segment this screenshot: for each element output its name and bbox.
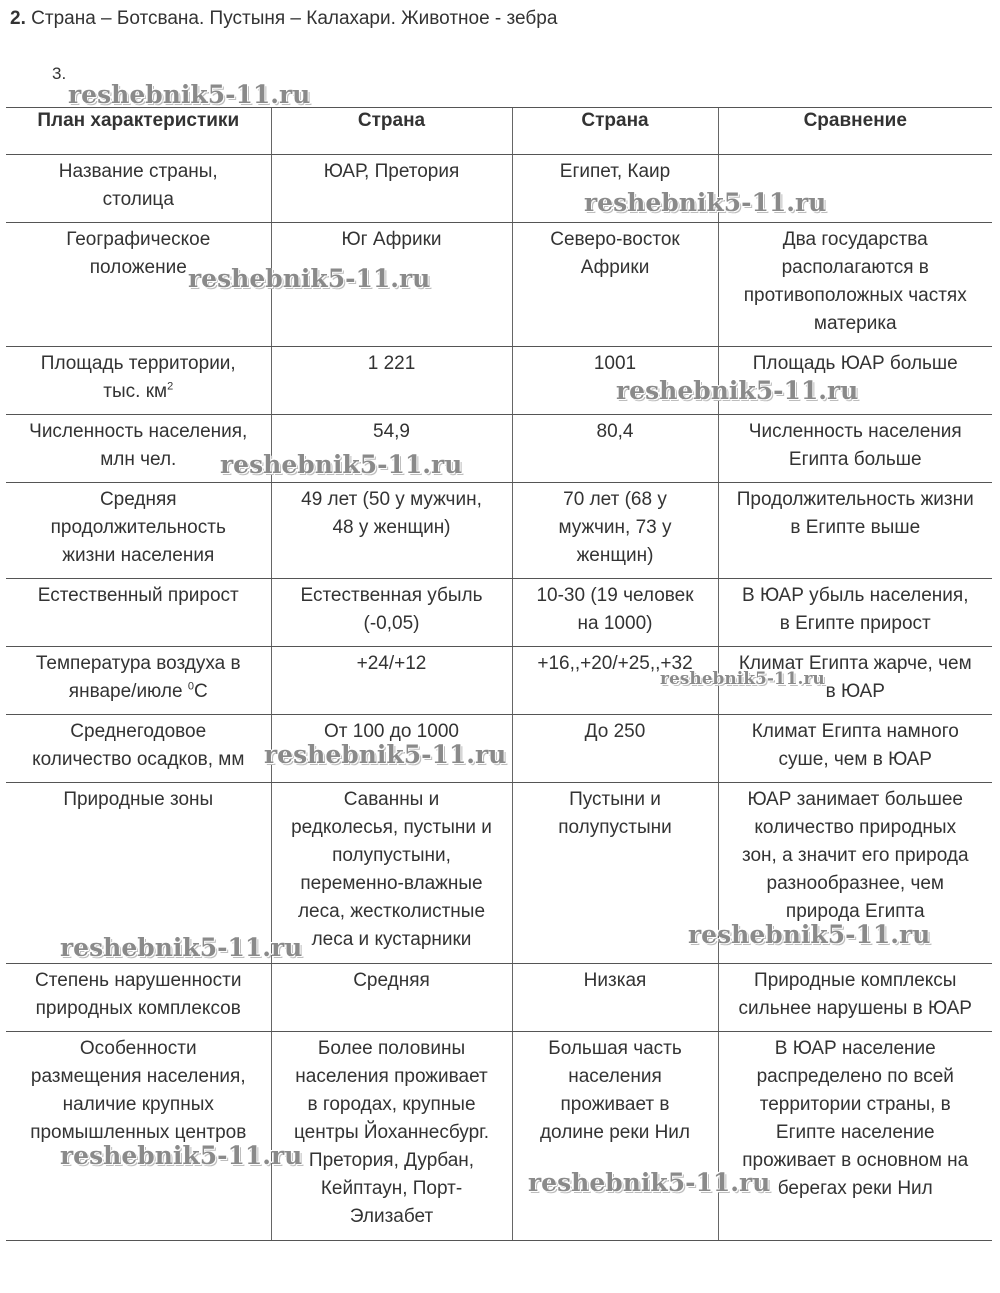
row-9-comparison: ЮАР занимает большее количество природных зон, а значит его природа разнообразнее, чем природа Египта: [718, 783, 992, 964]
row-8-comparison: Климат Египта намного суше, чем в ЮАР: [718, 715, 992, 783]
row-1-country-2: Египет, Каир: [512, 155, 718, 223]
table-row: [6, 415, 992, 483]
table-row: [6, 715, 992, 783]
watermark-5: reshebnik5-11.ru: [220, 450, 463, 479]
table-row: [6, 155, 992, 223]
row-10-comparison: Природные комплексы сильнее нарушены в ЮАР: [718, 964, 992, 1032]
row-5-country-1: 49 лет (50 у мужчин, 48 у женщин): [271, 483, 512, 579]
watermark-1: reshebnik5-11.ru: [68, 80, 311, 109]
row-7-plan: Температура воздуха в январе/июле $^0$С: [6, 647, 271, 715]
row-8-country-1: От 100 до 1000: [271, 715, 512, 783]
row-4-country-1: 54,9: [271, 415, 512, 483]
row-6-country-1: Естественная убыль (-0,05): [271, 579, 512, 647]
row-5-plan: Средняя продолжительность жизни населения: [6, 483, 271, 579]
row-6-country-2: 10-30 (19 человек на 1000): [512, 579, 718, 647]
header-country-1: Страна: [271, 108, 512, 155]
row-5-country-2: 70 лет (68 у мужчин, 73 у женщин): [512, 483, 718, 579]
row-6-plan: Естественный прирост: [6, 579, 271, 647]
row-6-comparison: В ЮАР убыль населения, в Египте прирост: [718, 579, 992, 647]
row-11-country-1: Более половины населения проживает в городах, крупные центры Йоханнесбург. Претория, Дурбан, Кейптаун, Порт- Элизабет: [271, 1032, 512, 1241]
watermark-7: reshebnik5-11.ru: [264, 740, 507, 769]
table-row: [6, 964, 992, 1032]
row-9-country-2: Пустыни и полупустыни: [512, 783, 718, 964]
row-1-comparison: [718, 155, 992, 223]
row-3-country-1: 1 221: [271, 347, 512, 415]
table-row: [6, 647, 992, 715]
row-1-plan: Название страны, столица: [6, 155, 271, 223]
row-2-country-1: Юг Африки: [271, 223, 512, 347]
table-row: [6, 347, 992, 415]
row-8-country-2: До 250: [512, 715, 718, 783]
task-2-text: Страна – Ботсвана. Пустыня – Калахари. Животное - зебра: [31, 8, 558, 29]
table-row: [6, 579, 992, 647]
comparison-table: [6, 107, 992, 1241]
row-11-plan: Особенности размещения населения, наличие крупных промышленных центров: [6, 1032, 271, 1241]
watermark-6: reshebnik5-11.ru: [660, 669, 825, 689]
watermark-11: reshebnik5-11.ru: [528, 1168, 771, 1197]
table-header-row: [6, 108, 992, 155]
table-row: [6, 483, 992, 579]
row-3-comparison: Площадь ЮАР больше: [718, 347, 992, 415]
row-3-country-2: 1001: [512, 347, 718, 415]
row-1-country-1: ЮАР, Претория: [271, 155, 512, 223]
row-7-comparison: Климат Египта жарче, чем в ЮАР: [718, 647, 992, 715]
row-11-country-2: Большая часть населения проживает в долине реки Нил: [512, 1032, 718, 1241]
task-2-line: [10, 8, 557, 30]
watermark-10: reshebnik5-11.ru: [60, 1141, 303, 1170]
row-10-plan: Степень нарушенности природных комплексов: [6, 964, 271, 1032]
header-plan: План характеристики: [6, 108, 271, 155]
row-8-plan: Среднегодовое количество осадков, мм: [6, 715, 271, 783]
row-7-country-2: +16,,+20/+25,,+32: [512, 647, 718, 715]
row-7-country-1: +24/+12: [271, 647, 512, 715]
row-2-plan: Географическое положение: [6, 223, 271, 347]
table-row: [6, 783, 992, 964]
row-9-country-1: Саванны и редколесья, пустыни и полупустыни, переменно-влажные леса, жестколистные леса и кустарники: [271, 783, 512, 964]
row-10-country-1: Средняя: [271, 964, 512, 1032]
row-7-superscript: 0: [187, 680, 194, 693]
row-11-comparison: В ЮАР население распределено по всей территории страны, в Египте население проживает в основном на берегах реки Нил: [718, 1032, 992, 1241]
task-3-number: 3.: [52, 64, 67, 83]
row-3-plan: Площадь территории, тыс. $км^2$: [6, 347, 271, 415]
watermark-9: reshebnik5-11.ru: [688, 920, 931, 949]
watermark-8: reshebnik5-11.ru: [60, 933, 303, 962]
watermark-3: reshebnik5-11.ru: [188, 264, 431, 293]
row-10-country-2: Низкая: [512, 964, 718, 1032]
table-row: [6, 223, 992, 347]
watermark-2: reshebnik5-11.ru: [584, 188, 827, 217]
row-7-unit: С: [193, 681, 208, 702]
row-5-comparison: Продолжительность жизни в Египте выше: [718, 483, 992, 579]
task-2-number: 2.: [10, 8, 26, 29]
row-9-plan: Природные зоны: [6, 783, 271, 964]
watermark-4: reshebnik5-11.ru: [616, 376, 859, 405]
row-2-comparison: Два государства располагаются в противоположных частях материка: [718, 223, 992, 347]
row-2-country-2: Северо-восток Африки: [512, 223, 718, 347]
row-4-country-2: 80,4: [512, 415, 718, 483]
table-row: [6, 1032, 992, 1241]
row-4-plan: Численность населения, млн чел.: [6, 415, 271, 483]
header-country-2: Страна: [512, 108, 718, 155]
row-4-comparison: Численность населения Египта больше: [718, 415, 992, 483]
header-comparison: Сравнение: [718, 108, 992, 155]
row-3-superscript: 2: [167, 380, 174, 393]
